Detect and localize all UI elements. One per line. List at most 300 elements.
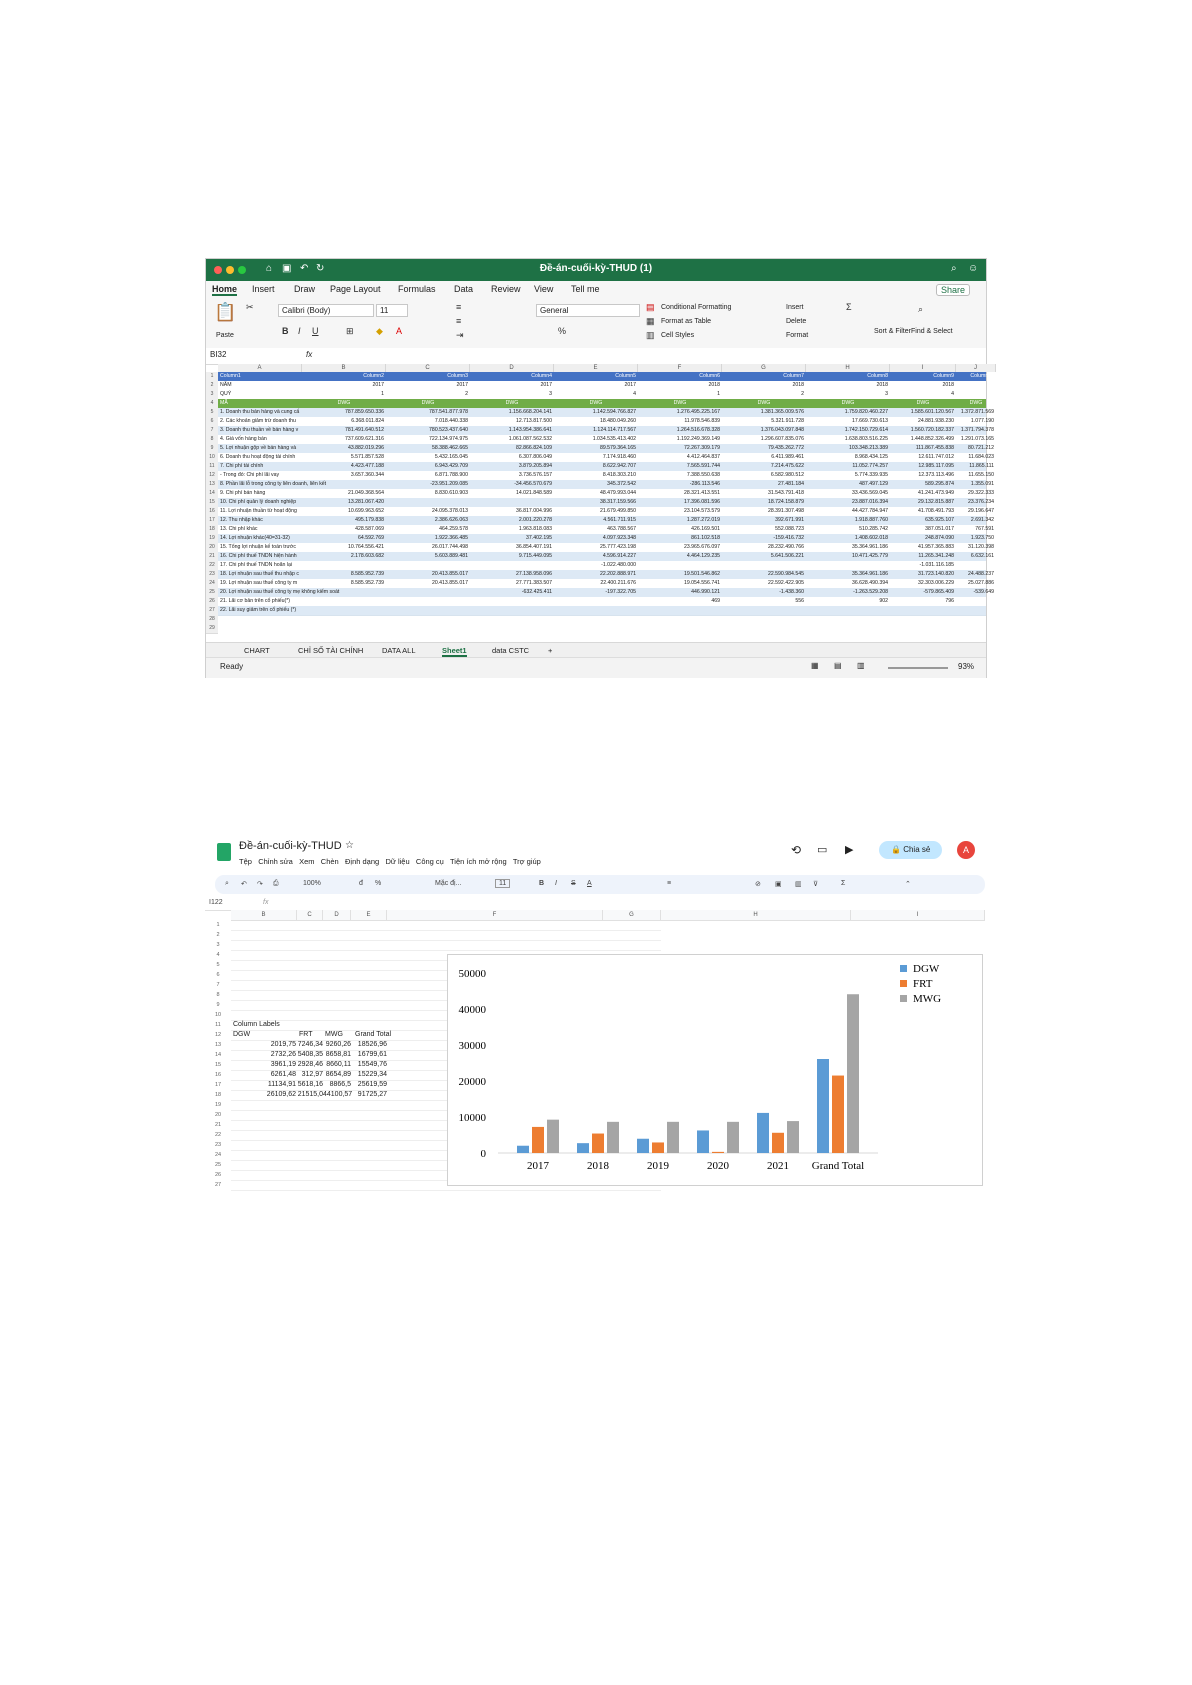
table-cell[interactable]: Column1 bbox=[220, 373, 241, 379]
row-number[interactable]: 21 bbox=[206, 552, 218, 562]
table-cell[interactable]: 35.364.961.186 bbox=[851, 544, 888, 550]
row-number[interactable]: 1 bbox=[206, 372, 218, 382]
table-cell[interactable]: 2 bbox=[801, 391, 804, 397]
table-cell[interactable]: 6.307.806.049 bbox=[518, 454, 552, 460]
table-cell[interactable]: 9. Chi phí bán hàng bbox=[220, 490, 266, 496]
table-cell[interactable]: 27.138.958.096 bbox=[515, 571, 552, 577]
table-cell[interactable]: 17.669.730.613 bbox=[851, 418, 888, 424]
table-cell[interactable]: 32.303.006.229 bbox=[917, 580, 954, 586]
table-cell[interactable]: -1.031.116.185 bbox=[919, 562, 954, 568]
undo-icon-gs[interactable]: ↶ bbox=[241, 881, 247, 888]
table-cell[interactable]: 4.464.129.235 bbox=[686, 553, 720, 559]
table-cell[interactable]: 2.691.342 bbox=[970, 517, 994, 523]
tab-data-cstc[interactable]: data CSTC bbox=[492, 646, 530, 655]
table-cell[interactable]: 6.582.980.512 bbox=[770, 472, 804, 478]
table-cell[interactable]: 1.923.750 bbox=[970, 535, 994, 541]
table-cell[interactable] bbox=[302, 561, 386, 570]
bold-icon-gs[interactable]: B bbox=[539, 880, 545, 887]
table-cell[interactable]: 2017 bbox=[372, 382, 384, 388]
table-cell[interactable]: Column3 bbox=[447, 373, 468, 379]
table-cell[interactable]: 29.196.647 bbox=[968, 508, 994, 514]
row-number[interactable]: 11 bbox=[215, 1022, 221, 1028]
table-cell[interactable]: 11.655.150 bbox=[968, 472, 994, 478]
table-cell[interactable]: 4. Giá vốn hàng bán bbox=[220, 436, 267, 442]
table-cell[interactable]: 1.291.073.165 bbox=[960, 436, 994, 442]
table-cell[interactable]: 463.788.567 bbox=[607, 526, 636, 532]
table-cell[interactable] bbox=[956, 606, 996, 615]
table-cell[interactable] bbox=[386, 597, 470, 606]
pivot-cell[interactable]: 15229,34 bbox=[357, 1071, 387, 1078]
font-color-icon[interactable]: A bbox=[396, 326, 403, 336]
sort-filter-button[interactable]: Sort & Filter bbox=[874, 328, 911, 335]
column-letter[interactable]: D bbox=[323, 910, 351, 921]
table-cell[interactable]: - Trong đó: Chi phí lãi vay bbox=[220, 472, 280, 478]
column-letter[interactable]: H bbox=[806, 364, 890, 372]
row-number[interactable]: 24 bbox=[206, 579, 218, 589]
table-cell[interactable]: 345.372.542 bbox=[607, 481, 636, 487]
table-cell[interactable]: 552.088.723 bbox=[775, 526, 804, 532]
star-icon[interactable]: ☆ bbox=[345, 840, 354, 851]
table-cell[interactable]: 41.241.473.949 bbox=[917, 490, 954, 496]
row-number[interactable]: 5 bbox=[206, 408, 218, 418]
align-icon[interactable]: ≡ bbox=[667, 880, 672, 887]
tab-data-all[interactable]: DATA ALL bbox=[382, 646, 416, 655]
conditional-formatting-icon[interactable]: ▤ bbox=[646, 302, 655, 312]
table-cell[interactable]: 17.396.081.596 bbox=[683, 499, 720, 505]
table-cell[interactable]: DWG bbox=[841, 400, 855, 406]
table-cell[interactable]: 8.622.942.707 bbox=[602, 463, 636, 469]
table-cell[interactable]: 2.386.626.063 bbox=[434, 517, 468, 523]
table-cell[interactable]: 7. Chi phí tài chính bbox=[220, 463, 264, 469]
table-cell[interactable]: 1.192.249.369.149 bbox=[676, 436, 720, 442]
column-letter[interactable]: E bbox=[351, 910, 387, 921]
table-cell[interactable]: 1 bbox=[717, 391, 720, 397]
pivot-cell[interactable]: 9260,26 bbox=[325, 1041, 351, 1048]
table-cell[interactable]: 4.097.923.348 bbox=[602, 535, 636, 541]
table-cell[interactable]: 1.143.954.386.641 bbox=[508, 427, 552, 433]
table-cell[interactable]: DWG bbox=[337, 400, 351, 406]
table-cell[interactable] bbox=[470, 597, 554, 606]
table-cell[interactable]: 29.132.815.887 bbox=[917, 499, 954, 505]
pivot-cell[interactable]: 44100,57 bbox=[323, 1091, 353, 1098]
row-number[interactable]: 7 bbox=[206, 426, 218, 436]
save-icon[interactable]: ▣ bbox=[282, 263, 292, 274]
chart-icon[interactable]: ▥ bbox=[795, 881, 802, 888]
row-number[interactable]: 8 bbox=[216, 992, 220, 998]
table-cell[interactable]: 1.142.594.766.827 bbox=[592, 409, 636, 415]
table-cell[interactable]: 2017 bbox=[540, 382, 552, 388]
table-cell[interactable]: 79.435.262.772 bbox=[767, 445, 804, 451]
table-cell[interactable]: 36.817.004.996 bbox=[515, 508, 552, 514]
bar-frt-2021[interactable] bbox=[772, 1133, 784, 1153]
row-number[interactable]: 8 bbox=[206, 435, 218, 445]
row-number[interactable]: 10 bbox=[206, 453, 218, 463]
row-number[interactable]: 3 bbox=[206, 390, 218, 400]
avatar[interactable]: A bbox=[957, 841, 975, 859]
bar-frt-2020[interactable] bbox=[712, 1152, 724, 1153]
pivot-cell[interactable]: 5618,16 bbox=[297, 1081, 323, 1088]
row-number[interactable]: 6 bbox=[206, 417, 218, 427]
table-cell[interactable]: 11.978.546.839 bbox=[684, 418, 720, 424]
row-number[interactable]: 22 bbox=[206, 561, 218, 571]
pivot-cell[interactable]: 16799,61 bbox=[357, 1051, 387, 1058]
table-cell[interactable]: 2017 bbox=[456, 382, 468, 388]
tab-insert[interactable]: Insert bbox=[252, 284, 275, 294]
table-cell[interactable]: 3 bbox=[885, 391, 888, 397]
column-letter[interactable]: F bbox=[387, 910, 603, 921]
row-number[interactable]: 12 bbox=[206, 471, 218, 481]
link-icon[interactable]: ⊘ bbox=[755, 881, 761, 888]
table-cell[interactable]: Column6 bbox=[699, 373, 720, 379]
row-number[interactable]: 13 bbox=[214, 1042, 222, 1048]
row-number[interactable]: 3 bbox=[216, 942, 220, 948]
table-cell[interactable]: -286.113.546 bbox=[689, 481, 720, 487]
table-cell[interactable]: 556 bbox=[795, 598, 804, 604]
table-cell[interactable]: 21. Lãi cơ bản trên cổ phiếu(*) bbox=[220, 598, 291, 604]
table-cell[interactable]: 3.657.360.344 bbox=[350, 472, 384, 478]
comments-icon[interactable]: ▭ bbox=[817, 844, 828, 856]
table-cell[interactable]: Column5 bbox=[615, 373, 636, 379]
row-number[interactable]: 17 bbox=[206, 516, 218, 526]
tab-view[interactable]: View bbox=[534, 284, 554, 294]
table-cell[interactable]: 1. Doanh thu bán hàng và cung cấ bbox=[220, 409, 300, 415]
find-select-button[interactable]: Find & Select bbox=[911, 328, 953, 335]
tab-chart[interactable]: CHART bbox=[244, 646, 270, 655]
table-cell[interactable]: 1.372.871.569 bbox=[960, 409, 994, 415]
table-cell[interactable]: 4 bbox=[633, 391, 636, 397]
table-cell[interactable] bbox=[806, 606, 890, 615]
row-number[interactable]: 20 bbox=[214, 1112, 222, 1118]
table-cell[interactable]: 28.391.307.498 bbox=[767, 508, 804, 514]
table-cell[interactable]: -23.951.209.085 bbox=[430, 481, 468, 487]
table-cell[interactable]: DWG bbox=[421, 400, 435, 406]
table-cell[interactable] bbox=[302, 588, 386, 597]
table-cell[interactable]: 495.179.838 bbox=[355, 517, 384, 523]
table-cell[interactable]: 31.120.398 bbox=[968, 544, 994, 550]
table-cell[interactable]: 64.592.769 bbox=[358, 535, 384, 541]
view-page-layout-icon[interactable]: ▤ bbox=[834, 661, 842, 670]
table-cell[interactable]: 12.713.817.500 bbox=[515, 418, 552, 424]
pivot-cell[interactable]: 11134,91 bbox=[267, 1081, 296, 1088]
table-cell[interactable]: 15. Tổng lợi nhuận kế toán trước bbox=[220, 544, 296, 550]
cell-styles-button[interactable]: Cell Styles bbox=[661, 332, 695, 339]
strikethrough-icon[interactable]: S bbox=[571, 880, 576, 887]
table-cell[interactable]: 11.052.774.257 bbox=[852, 463, 888, 469]
table-cell[interactable]: 4.596.914.227 bbox=[602, 553, 636, 559]
table-cell[interactable]: 1.034.535.413.402 bbox=[592, 436, 636, 442]
table-cell[interactable]: 1.276.495.225.167 bbox=[676, 409, 720, 415]
redo-icon-gs[interactable]: ↷ bbox=[257, 881, 263, 888]
table-cell[interactable]: 1.355.091 bbox=[970, 481, 994, 487]
table-cell[interactable] bbox=[386, 588, 470, 597]
column-letter[interactable]: G bbox=[722, 364, 806, 372]
row-number[interactable]: 18 bbox=[214, 1092, 222, 1098]
table-cell[interactable]: 13.281.067.420 bbox=[347, 499, 384, 505]
table-cell[interactable]: 20. Lợi nhuận sau thuế công ty mẹ không kiểm soát bbox=[220, 589, 340, 595]
table-cell[interactable] bbox=[890, 606, 956, 615]
row-number[interactable]: 4 bbox=[206, 399, 218, 409]
menu-edit[interactable]: Chỉnh sửa bbox=[258, 857, 293, 866]
row-number[interactable]: 25 bbox=[206, 588, 218, 598]
view-normal-icon[interactable]: ▦ bbox=[811, 661, 819, 670]
table-cell[interactable]: -1.438.360 bbox=[779, 589, 804, 595]
font-select[interactable]: Mặc đị... bbox=[435, 880, 462, 887]
table-cell[interactable]: DWG bbox=[505, 400, 519, 406]
gsheets-document-title[interactable]: Đề-án-cuối-kỳ-THUD bbox=[239, 840, 342, 852]
menu-file[interactable]: Tệp bbox=[239, 857, 252, 866]
table-cell[interactable]: 787.859.650.336 bbox=[345, 409, 384, 415]
row-number[interactable]: 27 bbox=[206, 606, 218, 616]
table-cell[interactable]: 20.413.855.017 bbox=[431, 571, 468, 577]
table-cell[interactable]: 4.423.477.188 bbox=[350, 463, 384, 469]
pivot-cell[interactable]: 26109,62 bbox=[266, 1091, 296, 1098]
table-cell[interactable]: 426.169.501 bbox=[691, 526, 720, 532]
table-cell[interactable]: 28.232.490.766 bbox=[767, 544, 804, 550]
table-cell[interactable]: 248.874.090 bbox=[925, 535, 954, 541]
row-number[interactable]: 10 bbox=[214, 1012, 222, 1018]
table-cell[interactable]: DWG bbox=[673, 400, 687, 406]
table-cell[interactable]: 11.684.023 bbox=[968, 454, 994, 460]
table-cell[interactable]: 23.104.573.579 bbox=[683, 508, 720, 514]
pivot-cell[interactable]: 91725,27 bbox=[357, 1091, 387, 1098]
table-cell[interactable]: 7.214.475.622 bbox=[770, 463, 804, 469]
table-cell[interactable]: 1.287.272.019 bbox=[686, 517, 720, 523]
row-number[interactable]: 25 bbox=[214, 1162, 222, 1168]
row-number[interactable]: 28 bbox=[206, 615, 218, 625]
table-cell[interactable]: 1.759.820.460.227 bbox=[844, 409, 888, 415]
row-number[interactable]: 26 bbox=[206, 597, 218, 607]
bar-dgw-2021[interactable] bbox=[757, 1113, 769, 1153]
table-cell[interactable]: 387.051.017 bbox=[925, 526, 954, 532]
table-cell[interactable]: QUÝ bbox=[220, 391, 232, 397]
row-number[interactable]: 9 bbox=[206, 444, 218, 454]
table-cell[interactable]: 1.922.366.485 bbox=[434, 535, 468, 541]
row-number[interactable]: 18 bbox=[206, 525, 218, 535]
menu-insert[interactable]: Chèn bbox=[320, 857, 339, 866]
font-name-select[interactable]: Calibri (Body) bbox=[278, 304, 374, 317]
table-cell[interactable]: 7.174.918.460 bbox=[602, 454, 636, 460]
column-letter[interactable]: E bbox=[554, 364, 638, 372]
magnifier-icon[interactable]: ⌕ bbox=[918, 304, 924, 314]
table-cell[interactable] bbox=[302, 597, 386, 606]
indent-icon[interactable]: ⇥ bbox=[456, 330, 464, 340]
tab-chi-so-tai-chinh[interactable]: CHỈ SỐ TÀI CHÍNH bbox=[298, 646, 364, 655]
table-cell[interactable]: 428.587.069 bbox=[355, 526, 384, 532]
pivot-cell[interactable]: 21515,0 bbox=[297, 1091, 323, 1098]
tab-draw[interactable]: Draw bbox=[294, 284, 316, 294]
pivot-column-labels[interactable]: Column Labels bbox=[233, 1021, 280, 1028]
format-as-table-icon[interactable]: ▦ bbox=[646, 316, 655, 326]
table-cell[interactable]: 2. Các khoản giảm trừ doanh thu bbox=[220, 418, 296, 424]
percent-icon-gs[interactable]: % bbox=[375, 880, 382, 887]
table-cell[interactable]: 28.321.413.551 bbox=[683, 490, 720, 496]
bar-mwg-2018[interactable] bbox=[607, 1122, 619, 1153]
table-cell[interactable]: 24.095.378.013 bbox=[431, 508, 468, 514]
pivot-cell[interactable]: 2928,46 bbox=[297, 1061, 323, 1068]
bar-dgw-2019[interactable] bbox=[637, 1139, 649, 1153]
column-letter[interactable]: C bbox=[386, 364, 470, 372]
table-cell[interactable]: 44.427.784.947 bbox=[851, 508, 888, 514]
pivot-cell[interactable]: 8658,81 bbox=[325, 1051, 351, 1058]
table-cell[interactable]: 3.879.205.894 bbox=[518, 463, 552, 469]
column-letter[interactable]: G bbox=[603, 910, 661, 921]
table-cell[interactable]: 80.721.212 bbox=[968, 445, 994, 451]
number-format-select[interactable]: General bbox=[536, 304, 640, 317]
tab-sheet1[interactable]: Sheet1 bbox=[442, 646, 467, 655]
table-cell[interactable] bbox=[722, 606, 806, 615]
table-cell[interactable]: 446.990.121 bbox=[691, 589, 720, 595]
row-number[interactable]: 17 bbox=[214, 1082, 222, 1088]
fill-color-icon[interactable]: ◆ bbox=[376, 326, 383, 336]
row-number[interactable]: 27 bbox=[214, 1182, 222, 1188]
table-cell[interactable]: Column8 bbox=[867, 373, 888, 379]
table-cell[interactable]: 510.285.742 bbox=[859, 526, 888, 532]
table-cell[interactable]: 10. Chi phí quản lý doanh nghiệp bbox=[220, 499, 297, 505]
table-cell[interactable]: 31.543.791.418 bbox=[767, 490, 804, 496]
table-cell[interactable]: 1.077.190 bbox=[970, 418, 994, 424]
table-cell[interactable]: 3 bbox=[549, 391, 552, 397]
row-number[interactable]: 22 bbox=[214, 1132, 222, 1138]
scissors-icon[interactable]: ✂ bbox=[246, 302, 254, 312]
table-cell[interactable]: -159.416.732 bbox=[773, 535, 804, 541]
table-cell[interactable]: -1.263.529.208 bbox=[853, 589, 888, 595]
table-cell[interactable] bbox=[470, 606, 554, 615]
table-cell[interactable]: 737.609.621.316 bbox=[345, 436, 384, 442]
table-cell[interactable]: 43.882.019.296 bbox=[347, 445, 384, 451]
row-number[interactable]: 14 bbox=[206, 489, 218, 499]
column-letter[interactable]: B bbox=[302, 364, 386, 372]
table-cell[interactable]: 25.027.886 bbox=[968, 580, 994, 586]
table-cell[interactable] bbox=[554, 597, 638, 606]
table-cell[interactable]: 8.830.610.903 bbox=[434, 490, 468, 496]
table-cell[interactable]: 41.957.365.883 bbox=[917, 544, 954, 550]
table-cell[interactable]: 17. Chi phí thuế TNDN hoãn lại bbox=[220, 562, 292, 568]
row-number[interactable]: 9 bbox=[216, 1002, 220, 1008]
row-number[interactable]: 13 bbox=[206, 480, 218, 490]
row-number[interactable]: 24 bbox=[214, 1152, 222, 1158]
table-cell[interactable]: 10.699.963.652 bbox=[347, 508, 384, 514]
row-number[interactable]: 14 bbox=[214, 1052, 222, 1058]
table-cell[interactable]: 19. Lợi nhuận sau thuế công ty m bbox=[220, 580, 298, 586]
table-cell[interactable]: 16. Chi phí thuế TNDN hiện hành bbox=[220, 553, 297, 559]
tab-page-layout[interactable]: Page Layout bbox=[330, 284, 381, 294]
table-cell[interactable]: 14. Lợi nhuận khác(40=31-32) bbox=[220, 535, 290, 541]
table-cell[interactable] bbox=[722, 561, 806, 570]
bar-mwg-2020[interactable] bbox=[727, 1122, 739, 1153]
table-cell[interactable]: 22. Lãi suy giảm trên cổ phiếu (*) bbox=[220, 607, 297, 613]
tab-review[interactable]: Review bbox=[491, 284, 521, 294]
table-cell[interactable]: 24.881.938.230 bbox=[917, 418, 954, 424]
table-cell[interactable]: 8.585.952.739 bbox=[350, 571, 384, 577]
table-cell[interactable]: 1.560.720.182.337 bbox=[910, 427, 954, 433]
table-cell[interactable]: -632.425.411 bbox=[521, 589, 552, 595]
table-cell[interactable]: 5.774.339.935 bbox=[854, 472, 888, 478]
row-number[interactable]: 6 bbox=[216, 972, 220, 978]
table-cell[interactable]: 6. Doanh thu hoạt động tài chính bbox=[220, 454, 296, 460]
table-cell[interactable]: 635.925.107 bbox=[925, 517, 954, 523]
font-size-input[interactable]: 11 bbox=[495, 879, 510, 888]
table-cell[interactable]: 38.317.159.566 bbox=[599, 499, 636, 505]
table-cell[interactable]: 1.585.601.120.567 bbox=[910, 409, 954, 415]
menu-help[interactable]: Trợ giúp bbox=[512, 857, 541, 866]
pivot-cell[interactable]: 25619,59 bbox=[357, 1081, 387, 1088]
pivot-header[interactable]: Grand Total bbox=[355, 1031, 392, 1038]
bar-dgw-grand-total[interactable] bbox=[817, 1059, 829, 1153]
table-cell[interactable]: Column4 bbox=[531, 373, 552, 379]
row-number[interactable]: 11 bbox=[206, 462, 218, 472]
table-cell[interactable] bbox=[638, 606, 722, 615]
table-cell[interactable]: 1.963.818.083 bbox=[518, 526, 552, 532]
table-cell[interactable]: 1.742.150.729.614 bbox=[844, 427, 888, 433]
menu-tools[interactable]: Công cụ bbox=[415, 857, 444, 866]
table-cell[interactable]: 12. Thu nhập khác bbox=[220, 517, 263, 523]
table-cell[interactable]: 21.049.368.564 bbox=[347, 490, 384, 496]
menu-format[interactable]: Định dạng bbox=[344, 857, 380, 866]
history-icon[interactable]: ⟲ bbox=[791, 843, 802, 857]
table-cell[interactable]: 7.565.591.744 bbox=[686, 463, 720, 469]
search-icon[interactable]: ⌕ bbox=[951, 263, 957, 274]
table-cell[interactable]: 487.497.129 bbox=[859, 481, 888, 487]
table-cell[interactable]: 18.480.049.260 bbox=[599, 418, 636, 424]
table-cell[interactable]: 7.018.440.338 bbox=[434, 418, 468, 424]
bar-mwg-2017[interactable] bbox=[547, 1120, 559, 1153]
table-cell[interactable]: -34.456.570.679 bbox=[514, 481, 552, 487]
bar-frt-2019[interactable] bbox=[652, 1142, 664, 1153]
table-cell[interactable]: NĂM bbox=[220, 382, 232, 388]
format-button[interactable]: Format bbox=[786, 332, 809, 339]
pivot-cell[interactable]: 18526,96 bbox=[357, 1041, 387, 1048]
menu-view[interactable]: Xem bbox=[299, 857, 315, 866]
pivot-cell[interactable]: 3961,19 bbox=[270, 1061, 296, 1068]
align-top-icon[interactable]: ≡ bbox=[456, 302, 462, 312]
row-number[interactable]: 1 bbox=[216, 922, 220, 928]
bar-mwg-grand-total[interactable] bbox=[847, 994, 859, 1153]
zoom-slider[interactable] bbox=[888, 667, 948, 669]
table-cell[interactable]: 5.432.165.045 bbox=[434, 454, 468, 460]
row-number[interactable]: 12 bbox=[214, 1032, 222, 1038]
table-cell[interactable]: 1.296.607.835.076 bbox=[760, 436, 804, 442]
table-cell[interactable] bbox=[386, 606, 470, 615]
percent-icon[interactable]: % bbox=[558, 326, 567, 336]
table-cell[interactable]: 8.968.434.125 bbox=[854, 454, 888, 460]
functions-icon[interactable]: Σ bbox=[841, 880, 846, 887]
chart-container[interactable] bbox=[447, 954, 983, 1186]
table-cell[interactable]: 82.866.824.109 bbox=[515, 445, 552, 451]
table-cell[interactable]: DWG bbox=[757, 400, 771, 406]
table-cell[interactable]: Column7 bbox=[783, 373, 804, 379]
table-cell[interactable]: 1.376.043.097.848 bbox=[760, 427, 804, 433]
table-cell[interactable] bbox=[956, 390, 996, 399]
table-cell[interactable]: 787.541.877.978 bbox=[429, 409, 468, 415]
table-cell[interactable] bbox=[638, 561, 722, 570]
row-number[interactable]: 16 bbox=[206, 507, 218, 517]
pivot-cell[interactable]: 5408,35 bbox=[297, 1051, 323, 1058]
table-cell[interactable]: 1 bbox=[381, 391, 384, 397]
table-cell[interactable]: 37.402.195 bbox=[526, 535, 552, 541]
table-cell[interactable]: 469 bbox=[711, 598, 720, 604]
table-cell[interactable]: Column2 bbox=[363, 373, 384, 379]
underline-icon[interactable]: U bbox=[312, 326, 319, 336]
align-center-icon[interactable]: ≡ bbox=[456, 316, 462, 326]
table-cell[interactable]: DWG bbox=[916, 400, 930, 406]
table-cell[interactable]: 35.364.961.186 bbox=[851, 571, 888, 577]
menu-extensions[interactable]: Tiện ích mở rộng bbox=[449, 857, 507, 866]
row-number[interactable]: 29 bbox=[206, 624, 218, 634]
table-cell[interactable]: -197.322.705 bbox=[605, 589, 636, 595]
row-number[interactable]: 4 bbox=[216, 952, 220, 958]
table-cell[interactable]: 72.267.309.179 bbox=[683, 445, 720, 451]
row-number[interactable]: 2 bbox=[216, 932, 220, 938]
